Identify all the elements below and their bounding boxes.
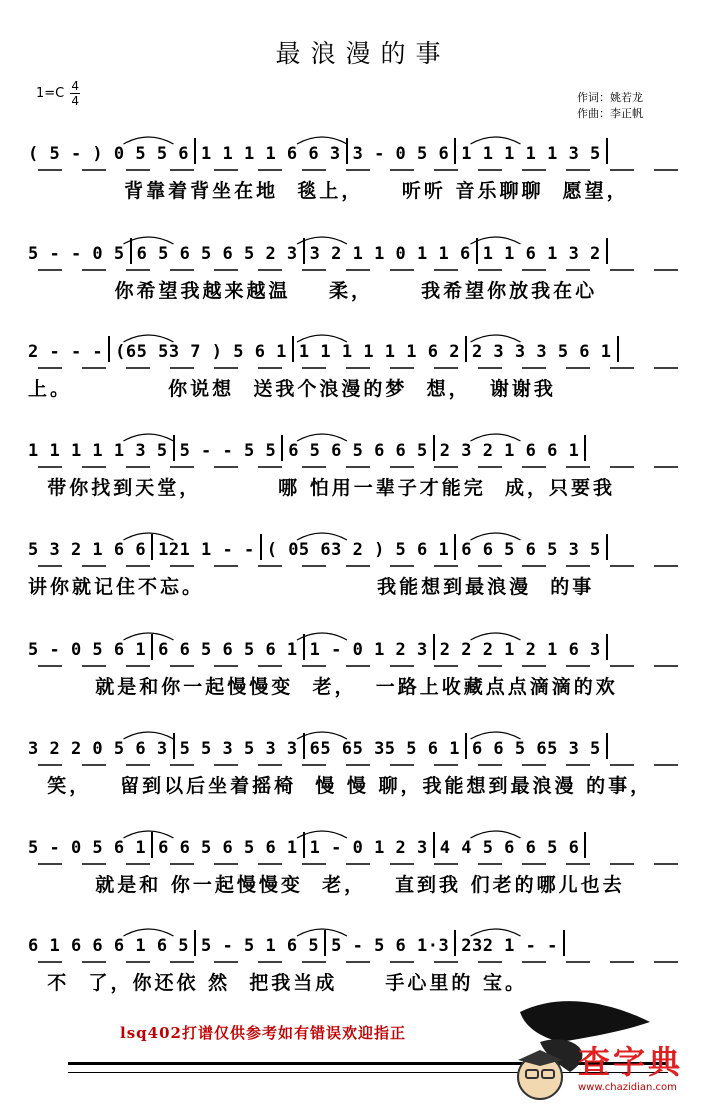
measure: 6 5 6 5 6 6 5 (288, 441, 428, 461)
measure: 2 3 2 1 6 6 1 (439, 441, 580, 461)
score-system (28, 524, 690, 614)
bar-line (606, 534, 608, 560)
lyrics-line: 带你找到天堂， 哪 怕用一辈子才能完 成，只要我 (28, 477, 615, 499)
measure: 3 - 0 5 6 (352, 144, 450, 164)
bar-line (454, 138, 456, 164)
measure: 5 5 3 5 3 3 (179, 739, 298, 759)
measure: 65 65 35 5 6 1 (309, 739, 460, 759)
bar-line (465, 336, 467, 362)
watermark-name: 查字典 (578, 1043, 684, 1081)
beam-underlines (28, 564, 690, 570)
bar-line (194, 930, 196, 956)
credits (577, 90, 643, 122)
measure: 1 1 6 1 3 2 (482, 244, 601, 264)
notes-line (28, 326, 690, 362)
bar-line (606, 238, 608, 264)
bar-line (606, 138, 608, 164)
beam-underlines (28, 763, 690, 769)
bar-line (584, 832, 586, 858)
measure: 5 - - 5 5 (179, 441, 277, 461)
bar-line (433, 634, 435, 660)
bar-line (303, 634, 305, 660)
notes-line (28, 624, 690, 660)
lyrics-line: 背靠着背坐在地 毯上， 听听 音乐聊聊 愿望， (28, 180, 629, 202)
meter-top: 4 (71, 79, 80, 93)
lyrics-line: 上。 你说想 送我个浪漫的梦 想， 谢谢我 (28, 378, 556, 400)
beam-underlines (28, 268, 690, 274)
bar-line (476, 238, 478, 264)
measure: 4 4 5 6 6 5 6 (439, 838, 580, 858)
measure: 1 1 1 1 6 6 3 (201, 144, 341, 164)
measure: 6 6 5 6 5 6 1 (158, 640, 298, 660)
bar-line (173, 435, 175, 461)
bar-line (433, 832, 435, 858)
beam-underlines (28, 465, 690, 471)
lyrics-line: 笑， 留到以后坐着摇椅 慢 慢 聊，我能想到最浪漫 的事， (28, 775, 653, 797)
score-system (28, 228, 690, 318)
composer-credit: 作曲：李正帆 (577, 107, 643, 120)
bar-line (173, 733, 175, 759)
bar-line (465, 733, 467, 759)
measure: 5 - 5 6 1·3 (331, 936, 450, 956)
key-label: 1=C (36, 86, 65, 101)
beam-underlines (28, 168, 690, 174)
measure: 6 6 5 6 5 6 1 (158, 838, 298, 858)
lyrics-line: 不 了，你还依 然 把我当成 手心里的 宝。 (28, 972, 527, 994)
beam-underlines (28, 664, 690, 670)
watermark-url: www.chazidian.com (578, 1082, 677, 1093)
bar-line (303, 733, 305, 759)
measure: 3 2 2 0 5 6 3 (28, 739, 168, 759)
measure: 2 3 3 3 5 6 1 (471, 342, 612, 362)
measure: 3 2 1 1 0 1 1 6 (309, 244, 471, 264)
score-system (28, 822, 690, 912)
bar-line (433, 435, 435, 461)
measure: 5 3 2 1 6 6 (28, 540, 147, 560)
measure: 1 1 1 1 1 1 6 2 (298, 342, 460, 362)
bar-line (584, 435, 586, 461)
beam-underlines (28, 366, 690, 372)
bar-line (606, 634, 608, 660)
bar-line (260, 534, 262, 560)
bar-line (454, 930, 456, 956)
bar-line (346, 138, 348, 164)
bar-line (324, 930, 326, 956)
measure: 1 1 1 1 1 3 5 (28, 441, 168, 461)
notes-line (28, 228, 690, 264)
beam-underlines (28, 862, 690, 868)
measure: 2 - - - (28, 342, 104, 362)
measure: 6 6 5 6 5 3 5 (461, 540, 601, 560)
notes-line (28, 822, 690, 858)
measure: 5 - - 0 5 (28, 244, 125, 264)
bar-line (194, 138, 196, 164)
measure: ( 5 - ) 0 5 5 6 (28, 144, 190, 164)
score-system (28, 723, 690, 813)
meter-bottom: 4 (71, 94, 80, 108)
bar-line (303, 238, 305, 264)
lyrics-line: 讲你就记住不忘。 我能想到最浪漫 的事 (28, 576, 595, 598)
lyrics-line: 就是和你一起慢慢变 老， 一路上收藏点点滴滴的欢 (28, 676, 618, 698)
lyrics-line: 就是和 你一起慢慢变 老， 直到我 们老的哪儿也去 (28, 874, 625, 896)
score-system (28, 326, 690, 416)
footer-note: lsq402打谱仅供参考如有错误欢迎指正 (120, 1024, 406, 1042)
bar-line (563, 930, 565, 956)
bar-line (303, 832, 305, 858)
measure: 232 1 - - (461, 936, 558, 956)
score-system (28, 624, 690, 714)
measure: 5 - 5 1 6 5 (201, 936, 320, 956)
bar-line (130, 238, 132, 264)
measure: 121 1 - - (158, 540, 255, 560)
bar-line (606, 733, 608, 759)
watermark (500, 992, 710, 1112)
notes-line (28, 425, 690, 461)
measure: 5 - 0 5 6 1 (28, 640, 147, 660)
lyrics-line: 你希望我越来越温 柔， 我希望你放我在心 (28, 280, 598, 302)
measure: 1 1 1 1 1 3 5 (461, 144, 601, 164)
bar-line (151, 832, 153, 858)
bar-line (617, 336, 619, 362)
time-signature (70, 80, 80, 107)
beam-underlines (28, 960, 690, 966)
measure: 1 - 0 1 2 3 (309, 838, 428, 858)
score-system (28, 128, 690, 218)
measure: 6 6 5 65 3 5 (471, 739, 601, 759)
bar-line (454, 534, 456, 560)
notes-line (28, 524, 690, 560)
bar-line (281, 435, 283, 461)
notes-line (28, 723, 690, 759)
notes-line (28, 920, 690, 956)
bar-line (151, 534, 153, 560)
measure: 6 1 6 6 6 1 6 5 (28, 936, 190, 956)
score-system (28, 425, 690, 515)
bar-line (108, 336, 110, 362)
measure: 6 5 6 5 6 5 2 3 (136, 244, 298, 264)
bar-line (151, 634, 153, 660)
measure: 5 - 0 5 6 1 (28, 838, 147, 858)
song-title: 最浪漫的事 (275, 39, 451, 68)
notes-line (28, 128, 690, 164)
bar-line (292, 336, 294, 362)
measure: 2 2 2 1 2 1 6 3 (439, 640, 601, 660)
measure: ( 05 63 2 ) 5 6 1 (266, 540, 450, 560)
lyricist-credit: 作词：姚若龙 (577, 91, 643, 104)
key-signature (36, 80, 80, 107)
measure: 1 - 0 1 2 3 (309, 640, 428, 660)
measure: (65 53 7 ) 5 6 1 (115, 342, 287, 362)
